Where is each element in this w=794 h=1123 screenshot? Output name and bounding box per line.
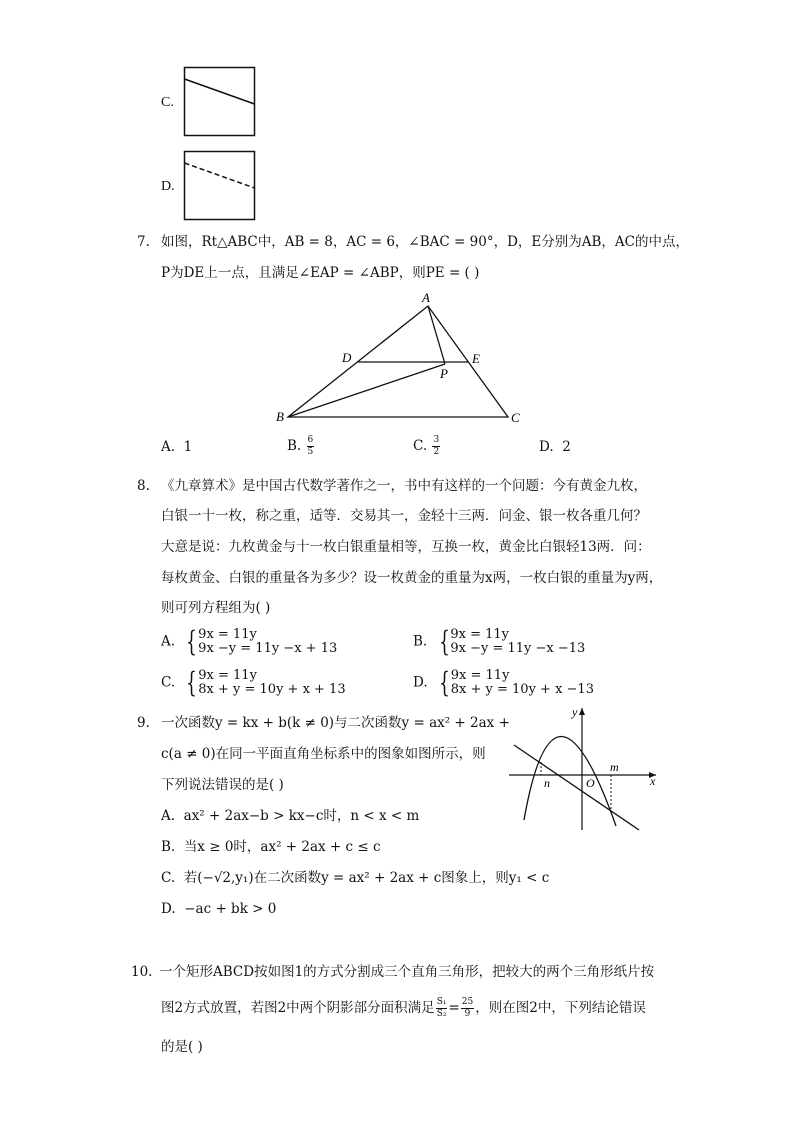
- point-a-label: A: [422, 290, 430, 305]
- question-9-line-1: 一次函数y = kx + b(k ≠ 0)与二次函数y = ax² + 2ax +: [161, 715, 510, 731]
- question-7-number: 7.: [137, 234, 150, 250]
- question-9-number: 9.: [137, 715, 150, 731]
- question-10-line-2: 图2方式放置，若图2中两个阴影部分面积满足 $\frac{\text{S₁}}{\text{S₂}}$ = $\frac{25}{9}$ ，则在图2中，下列结论错误: [161, 997, 646, 1019]
- parabola-curve: [524, 736, 616, 826]
- point-p-label: P: [440, 366, 448, 381]
- triangle-figure: [268, 290, 528, 428]
- point-d-label: D: [342, 350, 352, 365]
- option-c-label: C.: [161, 95, 174, 110]
- question-7-line-1: 如图，Rt△ABC中，AB = 8，AC = 6，∠BAC = 90°，D，E分别为AB，AC的中点，: [161, 234, 689, 250]
- x-axis-label: x: [650, 774, 656, 788]
- q7-option-c[interactable]: C. $\frac{3}{2}$: [413, 435, 440, 457]
- question-9-line-2: c(a ≠ 0)在同一平面直角坐标系中的图象如图所示，则: [161, 746, 486, 762]
- y-axis-label: y: [572, 705, 578, 719]
- q7-option-a[interactable]: A. 1: [161, 439, 193, 455]
- question-8-line-5: 则可列方程组为( ): [161, 600, 271, 616]
- function-graph-figure: [506, 702, 664, 834]
- question-10-number: 10.: [131, 964, 153, 980]
- segment-bp: [288, 364, 445, 417]
- q8-option-b[interactable]: B. { 9x = 11y 9x −y = 11y −x −13: [413, 625, 586, 658]
- point-m-label: m: [610, 760, 619, 774]
- q9-option-a[interactable]: A. ax² + 2ax−b > kx−c时，n < x < m: [161, 808, 420, 824]
- question-8-line-2: 白银一十一枚，称之重，适等．交易其一，金轻十三两．问金、银一枚各重几何？: [161, 508, 647, 524]
- point-c-label: C: [511, 410, 520, 425]
- origin-label: O: [586, 776, 595, 790]
- q9-option-b[interactable]: B. 当x ≥ 0时，ax² + 2ax + c ≤ c: [161, 839, 381, 855]
- q7-option-d[interactable]: D. 2: [539, 439, 571, 455]
- q7-option-b[interactable]: B. $\frac{6}{5}$: [287, 435, 314, 457]
- point-b-label: B: [276, 409, 284, 424]
- question-8-line-3: 大意是说：九枚黄金与十一枚白银重量相等，互换一枚，黄金比白银轻13两．问：: [161, 539, 651, 555]
- q9-option-c[interactable]: C. 若(−√2,y₁)在二次函数y = ax² + 2ax + c图象上，则y₁ < c: [161, 870, 550, 886]
- q8-option-a[interactable]: A. { 9x = 11y 9x −y = 11y −x + 13: [161, 625, 338, 658]
- option-d-label: D.: [161, 179, 175, 194]
- question-7-line-2: P为DE上一点，且满足∠EAP = ∠ABP，则PE = ( ): [161, 265, 480, 281]
- linear-function-line: [514, 745, 639, 830]
- question-10-line-1: 一个矩形ABCD按如图1的方式分割成三个直角三角形，把较大的两个三角形纸片按: [159, 964, 655, 980]
- question-9-line-3: 下列说法错误的是( ): [161, 777, 284, 793]
- question-8-number: 8.: [137, 478, 150, 494]
- point-n-label: n: [544, 776, 550, 790]
- segment-ap: [428, 306, 445, 364]
- point-e-label: E: [472, 351, 480, 366]
- q8-option-d[interactable]: D. { 9x = 11y 8x + y = 10y + x −13: [413, 666, 594, 699]
- q8-option-c[interactable]: C. { 9x = 11y 8x + y = 10y + x + 13: [161, 666, 346, 699]
- question-8-line-4: 每枚黄金、白银的重量各为多少？设一枚黄金的重量为x两，一枚白银的重量为y两，: [161, 570, 663, 586]
- option-d-figure: [183, 150, 257, 222]
- option-c-figure: [183, 66, 257, 138]
- question-8-line-1: 《九章算术》是中国古代数学著作之一，书中有这样的一个问题：今有黄金九枚，: [161, 478, 647, 494]
- q9-option-d[interactable]: D. −ac + bk > 0: [161, 901, 277, 917]
- question-10-line-3: 的是( ): [161, 1039, 203, 1055]
